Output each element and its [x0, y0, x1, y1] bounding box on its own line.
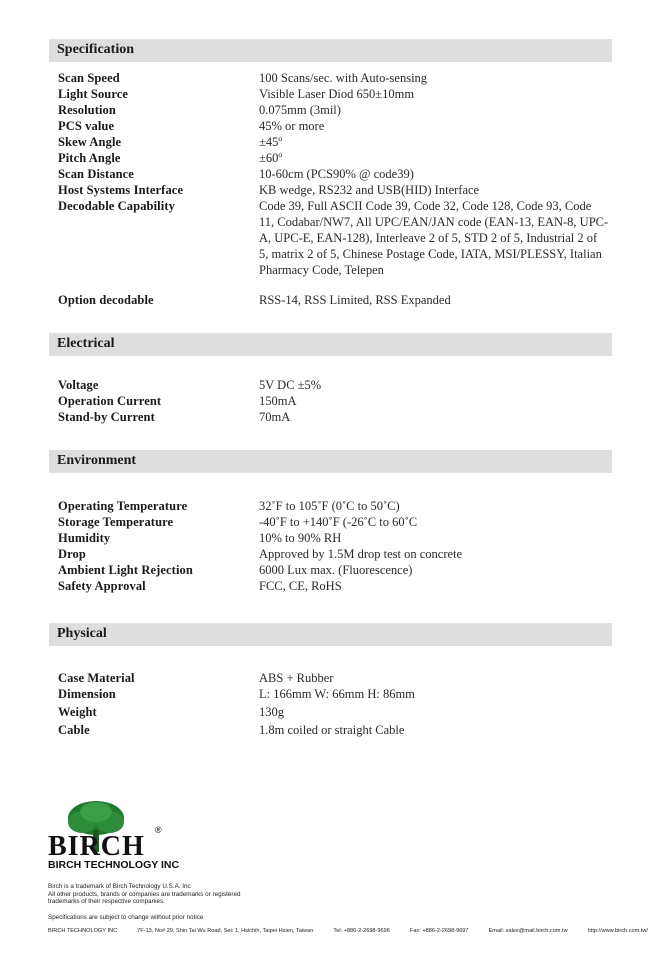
footer-company: BIRCH TECHNOLOGY INC	[48, 928, 118, 934]
spec-row: Light Source Visible Laser Diod 650±10mm	[58, 87, 415, 101]
trademark-notice: Birch is a trademark of Birch Technology U.S.A. Inc All other products, brands or companies are trademarks or registered trademarks of their respective companies.	[48, 883, 241, 905]
footer-email[interactable]: Email: sales@mail.birch.com.tw	[488, 928, 568, 934]
birch-logo	[48, 800, 188, 875]
section-title: Physical	[57, 626, 107, 641]
spec-row: Host Systems Interface KB wedge, RS232 and USB(HID) Interface	[58, 183, 480, 197]
environment-table	[58, 498, 618, 594]
electrical-header	[49, 333, 612, 356]
spec-row: Skew Angle ±45º	[58, 135, 283, 149]
logo-wordmark: BIRCH	[48, 831, 145, 862]
footer-tel: Tel: +886-2-2698-9696	[333, 928, 390, 934]
spec-row: Drop Approved by 1.5M drop test on concrete	[58, 547, 463, 561]
spec-row: Resolution 0.075mm (3mil)	[58, 103, 341, 117]
spec-row: Option decodable RSS-14, RSS Limited, RSS Expanded	[58, 293, 451, 307]
spec-row: Cable 1.8m coiled or straight Cable	[58, 723, 405, 737]
spec-row: Voltage 5V DC ±5%	[58, 378, 322, 392]
spec-row: Operating Temperature 32˚F to 105˚F (0˚C to 50˚C)	[58, 499, 400, 513]
footer-fax: Fax: +886-2-2698-9697	[409, 928, 469, 934]
spec-row: PCS value 45% or more	[58, 119, 325, 133]
spec-row: Dimension L: 166mm W: 66mm H: 86mm	[58, 687, 415, 701]
registered-mark: ®	[155, 825, 162, 835]
physical-table	[58, 670, 618, 738]
specification-table	[58, 70, 618, 308]
environment-header	[49, 450, 612, 473]
spec-row: Pitch Angle ±60º	[58, 151, 283, 165]
disclaimer: Specifications are subject to change without prior notice	[48, 914, 204, 921]
spec-row: Case Material ABS + Rubber	[58, 671, 334, 685]
spec-row: Stand-by Current 70mA	[58, 410, 291, 424]
electrical-table	[58, 377, 618, 425]
spec-row: Storage Temperature -40˚F to +140˚F (-26˚C to 60˚C	[58, 515, 418, 529]
spec-row: Ambient Light Rejection 6000 Lux max. (Fluorescence)	[58, 563, 413, 577]
section-title: Electrical	[57, 336, 115, 351]
spec-row: Safety Approval FCC, CE, RoHS	[58, 579, 342, 593]
spec-row: Decodable Capability Code 39, Full ASCII Code 39, Code 32, Code 128, Code 93, Code 11, Codabar/NW7, All UPC/EAN/JAN code (EAN-13, EAN-8, UPC-A, UPC-E, EAN-128), Interleave 2 of 5, STD 2 of 5, Industrial 2 of 5, matrix 2 of 5, Chinese Postage Code, IATA, MSI/PLESSY, Italian Pharmacy Code, Telepen	[58, 199, 609, 277]
physical-header	[49, 623, 612, 646]
spec-row: Humidity 10% to 90% RH	[58, 531, 342, 545]
spec-row: Scan Speed 100 Scans/sec. with Auto-sensing	[58, 71, 428, 85]
spec-row: Weight 130g	[58, 705, 284, 719]
section-title: Specification	[57, 42, 134, 57]
logo-company-name: BIRCH TECHNOLOGY INC	[48, 859, 180, 871]
footer-address: 7F-13, No# 29, Shin Tai Wu Road, Sec 1, Hsichih, Taipei Hsien, Taiwan	[137, 928, 314, 934]
spec-row: Operation Current 150mA	[58, 394, 297, 408]
contact-line	[48, 928, 648, 934]
section-title: Environment	[57, 453, 137, 468]
footer-website[interactable]: http://www.birch.com.tw/	[587, 928, 648, 934]
specification-header	[49, 39, 612, 62]
spec-row: Scan Distance 10-60cm (PCS90% @ code39)	[58, 167, 414, 181]
